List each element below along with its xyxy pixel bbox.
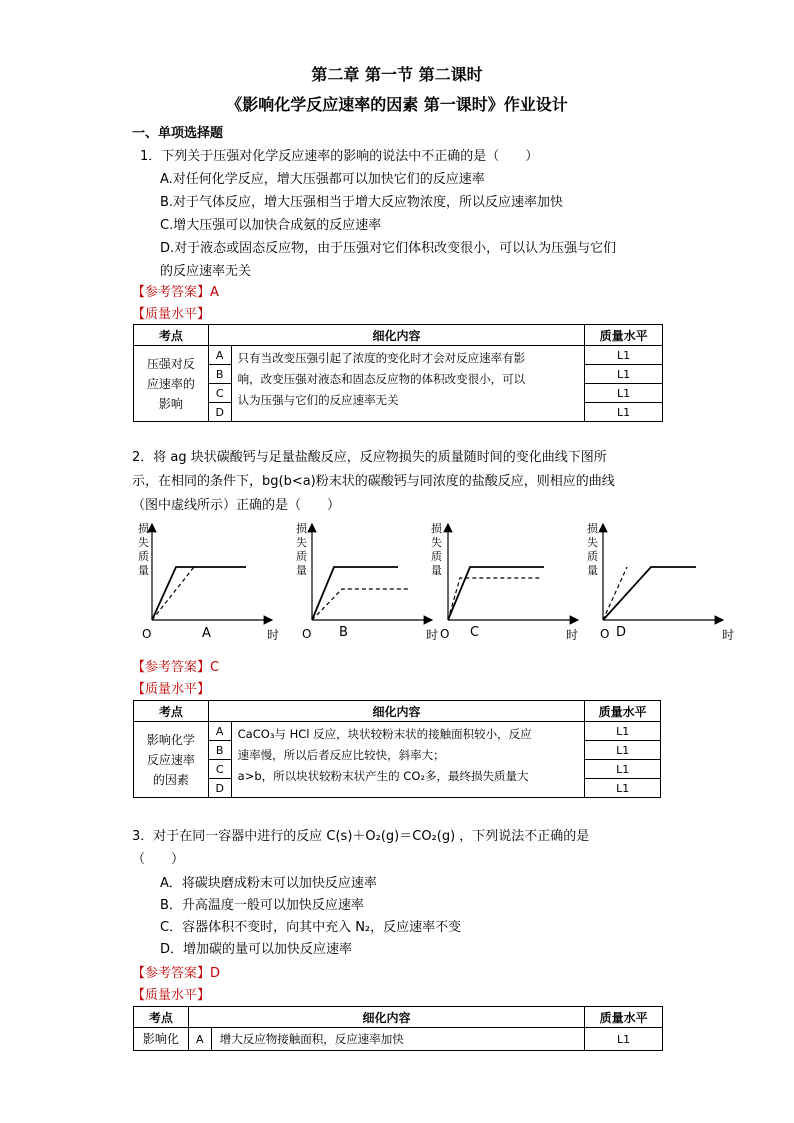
q2-level-c: L1	[585, 760, 661, 779]
q2-stem-line-1: 2．将 ag 块状碳酸钙与足量盐酸反应，反应物损失的质量随时间的变化曲线下图所	[132, 450, 607, 465]
svg-text:O: O	[600, 627, 610, 641]
graph-b-label: B	[339, 625, 348, 640]
header-detail: 细化内容	[188, 1007, 584, 1028]
q2-letter-d: D	[208, 779, 231, 798]
q3-kaodian: 影响化	[134, 1028, 189, 1051]
q2-table	[133, 700, 661, 798]
title-line-1: 第二章 第一节 第二课时	[311, 65, 483, 84]
q2-detail: CaCO₃与 HCl 反应，块状较粉末状的接触面积较小，反应 速率慢，所以后者反应比较快，斜率大； a>b，所以块状较粉末状产生的 CO₂多，最终损失质量大	[231, 722, 585, 798]
q1-stem: 1．下列关于压强对化学反应速率的影响的说法中不正确的是（ ）	[140, 149, 539, 164]
q1-table	[133, 324, 663, 422]
header-detail: 细化内容	[208, 701, 585, 722]
q3-option-a: A．将碳块磨成粉末可以加快反应速率	[160, 876, 377, 891]
q2-letter-b: B	[208, 741, 231, 760]
q1-level-b: L1	[585, 365, 663, 384]
svg-text:量: 量	[296, 564, 307, 577]
q3-option-b: B．升高温度一般可以加快反应速率	[160, 898, 364, 913]
q1-option-a: A.对任何化学反应，增大压强都可以加快它们的反应速率	[160, 172, 485, 187]
svg-text:量: 量	[138, 564, 149, 577]
q1-option-d-cont: 的反应速率无关	[160, 264, 252, 279]
graph-d	[587, 521, 734, 642]
graph-d-label: D	[616, 625, 627, 640]
q2-stem-line-3: （图中虚线所示）正确的是（ ）	[132, 498, 341, 513]
graph-c-label: C	[470, 625, 480, 640]
q1-answer: 【参考答案】A	[132, 285, 219, 300]
q1-letter-b: B	[208, 365, 231, 384]
q3-option-d: D．增加碳的量可以加快反应速率	[160, 942, 353, 957]
svg-text:损: 损	[138, 522, 149, 535]
header-detail: 细化内容	[208, 325, 585, 346]
graph-c	[431, 521, 578, 642]
q2-letter-a: A	[208, 722, 231, 741]
svg-text:失: 失	[296, 536, 307, 549]
section-heading: 一、单项选择题	[132, 126, 224, 141]
q1-level-d: L1	[585, 403, 663, 422]
svg-text:质: 质	[138, 550, 149, 563]
header-kaodian: 考点	[134, 1007, 189, 1028]
q2-answer: 【参考答案】C	[132, 660, 220, 675]
q1-kaodian: 压强对反 应速率的 影响	[134, 346, 209, 422]
q3-option-c: C．容器体积不变时，向其中充入 N₂，反应速率不变	[160, 920, 462, 935]
q3-table	[133, 1006, 663, 1051]
q3-stem-bracket: （ ）	[132, 852, 185, 867]
q3-quality-label: 【质量水平】	[132, 988, 211, 1003]
q2-level-d: L1	[585, 779, 661, 798]
svg-text:损: 损	[431, 522, 442, 535]
q1-level-a: L1	[585, 346, 663, 365]
q2-stem-line-2: 示，在相同的条件下，bg(b<a)粉末状的碳酸钙与同浓度的盐酸反应，则相应的曲线	[132, 474, 615, 489]
q2-level-a: L1	[585, 722, 661, 741]
svg-text:失: 失	[587, 536, 598, 549]
graph-b	[296, 521, 438, 642]
svg-text:时: 时	[722, 628, 735, 642]
q2-kaodian: 影响化学 反应速率 的因素	[134, 722, 209, 798]
q1-option-c: C.增大压强可以加快合成氨的反应速率	[160, 218, 382, 233]
svg-text:O: O	[302, 627, 312, 641]
header-kaodian: 考点	[134, 701, 209, 722]
q3-answer: 【参考答案】D	[132, 966, 221, 981]
svg-text:时: 时	[426, 628, 439, 642]
q3-detail: 增大反应物接触面积，反应速率加快	[211, 1028, 585, 1051]
q3-level: L1	[585, 1028, 663, 1051]
q2-quality-label: 【质量水平】	[132, 682, 211, 697]
q1-letter-c: C	[208, 384, 231, 403]
header-kaodian: 考点	[134, 325, 209, 346]
svg-text:质: 质	[587, 550, 598, 563]
svg-text:时: 时	[566, 628, 579, 642]
q3-letter-a: A	[188, 1028, 211, 1051]
header-level: 质量水平	[585, 1007, 663, 1028]
q2-graphs	[120, 516, 740, 648]
q2-letter-c: C	[208, 760, 231, 779]
q1-detail: 只有当改变压强引起了浓度的变化时才会对反应速率有影 响，改变压强对液态和固态反应物的体积改变很小，可以 认为压强与它们的反应速率无关	[231, 346, 585, 422]
svg-text:质: 质	[431, 550, 442, 563]
title-line-2: 《影响化学反应速率的因素 第一课时》作业设计	[226, 95, 568, 114]
svg-text:失: 失	[431, 536, 442, 549]
svg-text:O: O	[142, 627, 152, 641]
svg-text:质: 质	[296, 550, 307, 563]
svg-text:量: 量	[587, 564, 598, 577]
q1-quality-label: 【质量水平】	[132, 307, 211, 322]
q1-level-c: L1	[585, 384, 663, 403]
q1-option-d: D.对于液态或固态反应物，由于压强对它们体积改变很小，可以认为压强与它们	[160, 241, 617, 256]
svg-text:量: 量	[431, 564, 442, 577]
graph-a-label: A	[202, 626, 211, 641]
svg-text:损: 损	[587, 522, 598, 535]
q2-level-b: L1	[585, 741, 661, 760]
q1-letter-d: D	[208, 403, 231, 422]
svg-text:时: 时	[267, 628, 280, 642]
svg-text:O: O	[440, 627, 450, 641]
header-level: 质量水平	[585, 701, 661, 722]
q1-letter-a: A	[208, 346, 231, 365]
header-level: 质量水平	[585, 325, 663, 346]
svg-text:损: 损	[296, 522, 307, 535]
q1-option-b: B.对于气体反应，增大压强相当于增大反应物浓度，所以反应速率加快	[160, 195, 564, 210]
graph-a	[138, 521, 279, 642]
svg-text:失: 失	[138, 536, 149, 549]
q3-stem: 3．对于在同一容器中进行的反应 C(s)＋O₂(g)＝CO₂(g) ，下列说法不正确的是	[132, 829, 590, 844]
